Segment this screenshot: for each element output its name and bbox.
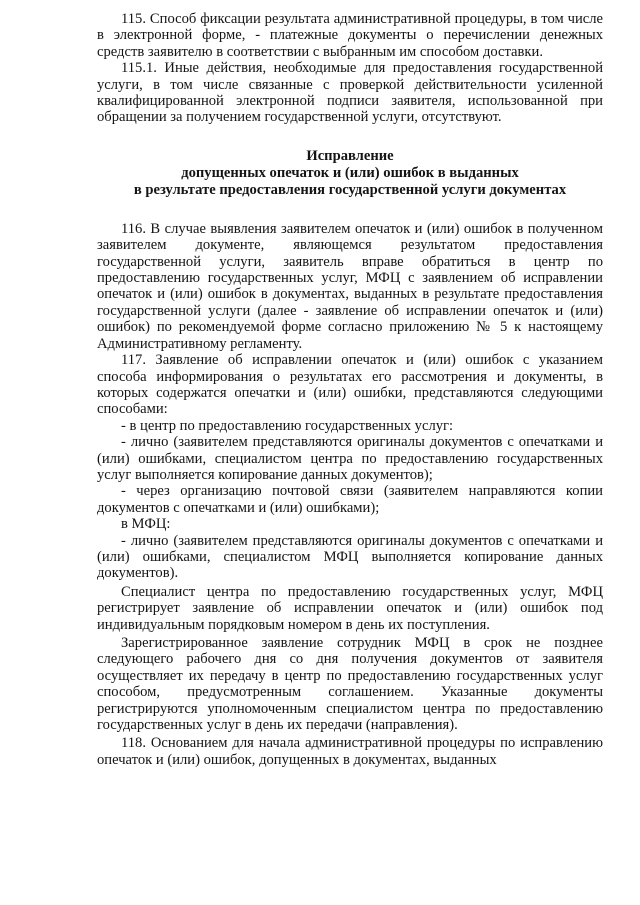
document-page bbox=[97, 11, 603, 768]
section-heading-line-3: в результате предоставления государственной услуги документах bbox=[133, 181, 567, 198]
paragraph-117-mfc-personal: - лично (заявителем представляются оригиналы документов с опечатками и (или) ошибками, специалистом МФЦ выполняется копирование данных документов). bbox=[97, 532, 603, 582]
paragraph-117-center: - в центр по предоставлению государственных услуг: bbox=[121, 417, 454, 434]
paragraph-117-center-personal: - лично (заявителем представляются оригиналы документов с опечатками и (или) ошибками, специалистом центра по предоставлению государственных услуг выполняется копирование данных документов); bbox=[97, 434, 603, 483]
paragraph-117-mfc: в МФЦ: bbox=[121, 516, 171, 533]
paragraph-115: 115. Способ фиксации результата административной процедуры, в том числе в электронной форме, - платежные документы о перечислении денежных средств заявителю в соответствии с выбранным им способом доставки. bbox=[97, 11, 603, 60]
paragraph-registration: Специалист центра по предоставлению государственных услуг, МФЦ регистрирует заявление об исправлении опечаток и (или) ошибок под индивидуальным порядковым номером в день их поступления. bbox=[97, 583, 603, 633]
paragraph-transfer: Зарегистрированное заявление сотрудник МФЦ в срок не позднее следующего рабочего дня со дня получения документов от заявителя осуществляет их передачу в центр по предоставлению государственных услуг способом, предусмотренным соглашением. Указанные документы регистрируются уполномоченным специалистом центра по предоставлению государственных услуг в день их передачи (направления). bbox=[97, 635, 603, 734]
paragraph-116: 116. В случае выявления заявителем опечаток и (или) ошибок в полученном заявителем документе, являющемся результатом предоставления государственной услуги, заявитель вправе обратиться в центр по предоставлению государственных услуг, МФЦ с заявлением об исправлении опечаток и (или) ошибок в документах, выданных в результате предоставления государственной услуги (далее - заявление об исправлении опечаток и (или) ошибок) по рекомендуемой форме согласно приложению № 5 к настоящему Административному регламенту. bbox=[97, 220, 603, 352]
paragraph-117: 117. Заявление об исправлении опечаток и (или) ошибок с указанием способа информирования о результатах его рассмотрения и документы, в которых содержатся опечатки и (или) ошибки, представляются следующими способами: bbox=[97, 352, 603, 418]
paragraph-115-1: 115.1. Иные действия, необходимые для предоставления государственной услуги, в том числе связанные с проверкой действительности усиленной квалифицированной электронной подписи заявителя, использованной при обращении за получением государственной услуги, отсутствуют. bbox=[97, 60, 603, 126]
section-heading-line-1: Исправление bbox=[306, 147, 394, 164]
section-heading bbox=[97, 148, 603, 199]
paragraph-118: 118. Основанием для начала административной процедуры по исправлению опечаток и (или) ошибок, допущенных в документах, выданных bbox=[97, 735, 603, 768]
section-heading-line-2: допущенных опечаток и (или) ошибок в выданных bbox=[181, 164, 519, 181]
paragraph-117-center-post: - через организацию почтовой связи (заявителем направляются копии документов с опечатками и (или) ошибками); bbox=[97, 483, 603, 516]
